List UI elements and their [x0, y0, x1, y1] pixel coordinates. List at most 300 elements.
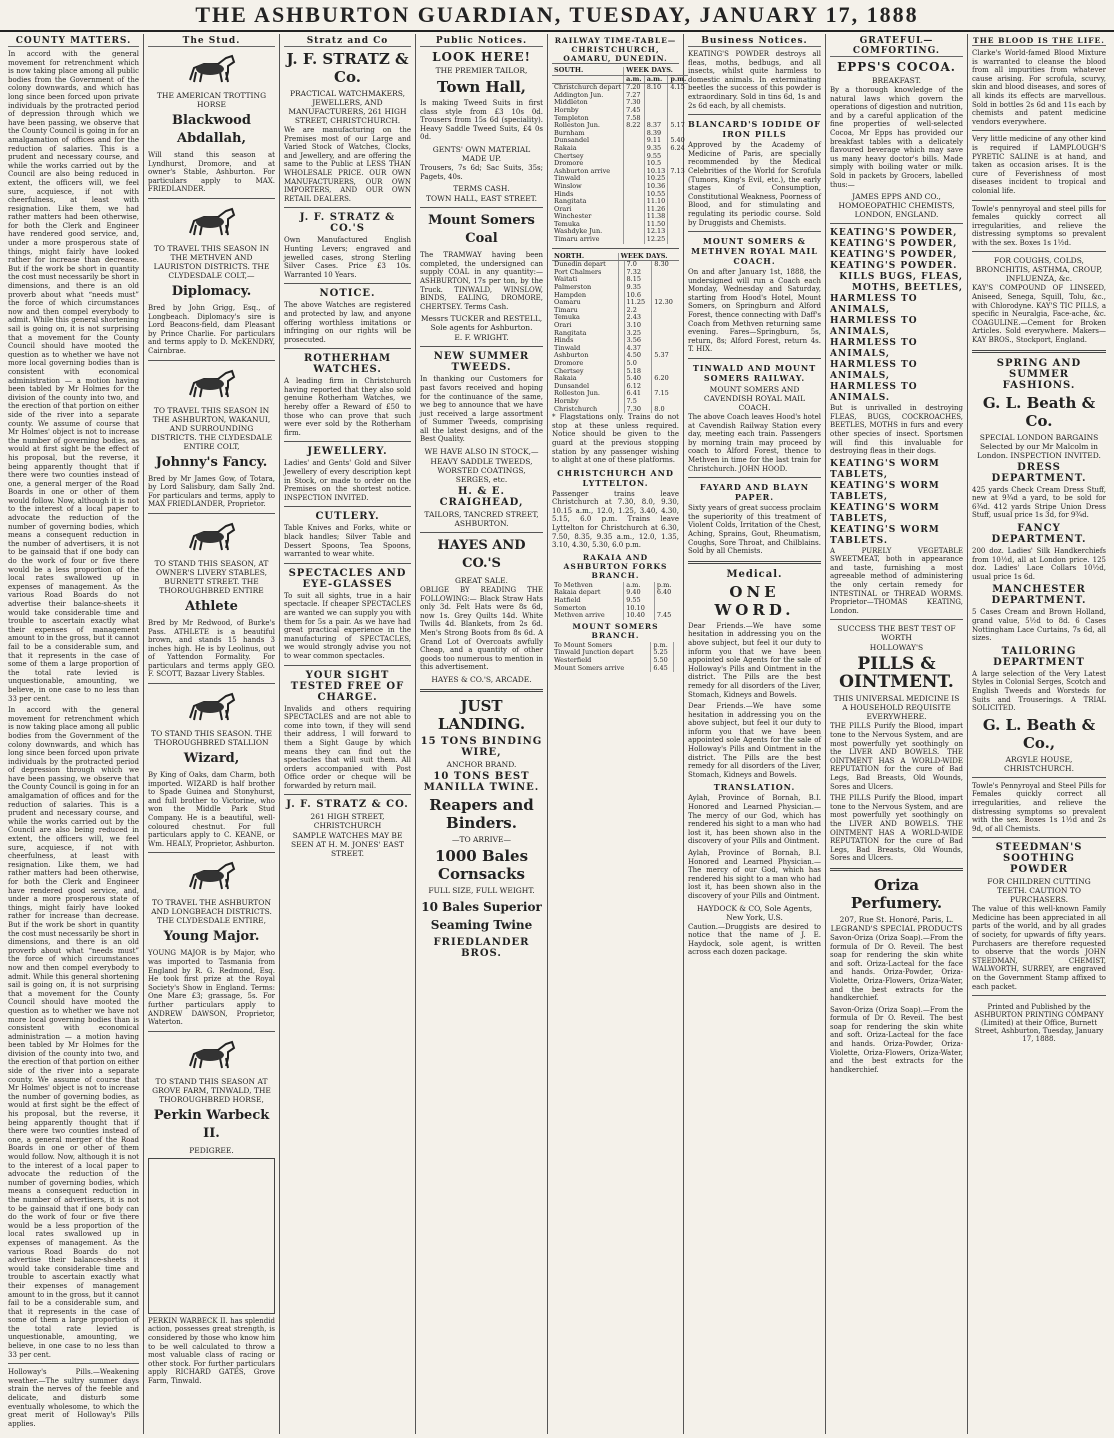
column-business-notices — [684, 34, 826, 1434]
divider — [420, 532, 543, 533]
tinwald-text: The above Coach leaves Hood's hotel at Cavendish Railway Station every day, meeting each train. Passengers by morning train may proceed by coach to Alford Forest, thence to Methven in time for the last train for Christchurch. JOHN HOOD. — [688, 413, 821, 473]
binding-wire: 15 TONS BINDING WIRE, — [420, 736, 543, 758]
divider — [148, 683, 275, 684]
divider — [148, 198, 275, 199]
rotherham-text: A leading firm in Christchurch having reported that they also sold genuine Rotherham Watches, we hereby offer a Reward of £50 to those who can prove that such were ever sold by the Rotherham firm. — [284, 377, 411, 437]
table-cell: Hatfield — [554, 596, 581, 605]
table-cell: 7.58 — [624, 115, 645, 123]
rakaia-timetable — [552, 582, 679, 620]
table-cell: Methven arrive — [554, 611, 605, 620]
table-cell: Palmerston — [554, 283, 592, 292]
ad-title: TO STAND THIS SEASON AT GROVE FARM, TINWALD, THE THOROUGHBRED HORSE, — [152, 1076, 271, 1104]
editorial-text-cont: In accord with the general movement for retrenchment which is now taking place among all public bodies from the Government of the colony downwards, and which has long since been forced upon private individuals by the protracted period of depression through which we have been passing, we observe that the County Council is going in for an amalgamation of offices and for the reduction of salaries. This is a prudent and necessary course, and while the works carried out by the Council are also being reduced in extent, the officers will, we feel sure, acquiesce, if not with cheerfulness, at least with resignation. Like them, we had rather matters had been otherwise, for both the Clerk and Engineer have rendered good service, and, under a more prosperous state of things, might fairly have looked rather for increase than decrease. But if the work be short in quantity the cost must necessarily be short in dimensions, and there is an old proverb about what “needs must” the force of which circumstances now and then compel everybody to admit. While this general shortening sail is going on, it is not surprising that a movement for the County Council should have mooted the question as to whether we have not more local governing bodies than is consistent with economical administration — a motion having been tabled by Mr Holmes for the division of the county into two, and the erection of that portion on either side of the river into a separate county. We assume of course that Mr Holmes' object is not to increase the number of governing bodies, as would at first sight be the effect of his proposal, but the reverse, it being apparently thought that if there were two counties instead of one, a general merger of the Road Boards in one or other of them would follow. Now, although it is not to the interest of a local paper to advocate the reduction of the number of governing bodies, which means a consequent reduction in the number of advertisers, it is not to be gainsaid that if one body can do the work of four or five there would be a less proportion of the local rates swallowed up in expenses of management. As the various Road Boards do not advertise their balance-sheets it would take considerable time and trouble to ascertain exactly what their expenses of management amount to in the gross, but it cannot fail to be a considerable sum, and that it represents in the case of some of them a large proportion of the total rate levied is unquestionable, amounting, we believe, in one case to no less than 33 per cent. — [8, 706, 139, 1359]
table-cell: 11.38 — [644, 213, 668, 221]
table-cell — [652, 330, 679, 338]
table-cell: Templeton — [554, 113, 589, 122]
table-cell: 7.45 — [624, 107, 645, 115]
ad-text: Bred by Mr James Gow, of Totara, by Lord Salisbury, dam Sally 2nd. For particulars and terms, apply to MAX FRIEDLANDER, Proprietor. — [148, 474, 275, 509]
coal-agents: Messrs TUCKER and RESTELL, Sole agents for Ashburton. — [420, 314, 543, 333]
table-cell — [624, 228, 645, 236]
table-cell: Temuka — [554, 219, 580, 228]
blancard-heading: BLANCARD'S IODIDE OF IRON PILLS — [688, 119, 821, 140]
oriza-text: Savon-Oriza (Oriza Soap).—From the formula of Dr O. Reveil. The best soap for rendering the skin white and soft. Oriza-Lacteal for the face and hands. Oriza-Powder, Oriza-Violette, Oriza-Flowers, Oriza-Water, and the best extracts for the handkerchief. — [830, 933, 963, 1003]
one-word-text: Dear Friends.—We have some hesitation in addressing you on the above subject, but feel it our duty to inform you that we have been appointed sole Agents for the sale of Holloway's Pills and Ointment in the district. The Pills are the best remedy for all disorders of the Liver, Stomach, Kidneys and Bowels. — [688, 621, 821, 699]
horse-icon — [182, 518, 242, 556]
table-cell: 7.0 — [624, 261, 652, 269]
stratz-text-2: Own Manufactured English Hunting Levers; engraved and jewelled cases, strong Sterling Silver Cases. Price £3 10s. Warranted 10 Years. — [284, 236, 411, 279]
tinwald-subheading: MOUNT SOMERS AND CAVENDISH ROYAL MAIL COACH. — [703, 385, 806, 413]
table-cell: 9.55 — [644, 153, 668, 161]
ad-text: YOUNG MAJOR is by Major, who was imported to Tasmania from England by R. G. Redmond, Esq. He took first prize at the Royal Society's Show in England. Terms: One Mare £3; grassage, 5s. For further particulars apply to ANDREW DAWSON, Proprietor, Waterton. — [148, 949, 275, 1027]
table-cell — [644, 107, 668, 115]
pills-text: THE PILLS Purify the Blood, impart tone to the Nervous System, and are most powerfully yet soothingly on the LIVER AND BOWELS. THE OINTMENT HAS A WORLD-WIDE REPUTATION for the cure of Bad Legs, Bad Breasts, Old Wounds, Sores and Ulcers. — [830, 722, 963, 791]
table-cell — [624, 198, 645, 206]
table-cell: Burnham — [554, 128, 585, 137]
lamplough-text: Very little medicine of any other kind is required if LAMPLOUGH'S PYRETIC SALINE is at hand, and taken as occasion arises. It is the cure of Feverishness of most diseases incident to tropical and colonial life. — [972, 135, 1106, 195]
column-header: GRATEFUL—COMFORTING. — [830, 36, 963, 57]
table-cell: Tinwald — [554, 343, 581, 352]
terms-cash: TERMS CASH. — [453, 184, 510, 194]
stratz-footer-address: 261 HIGH STREET, CHRISTCHURCH — [310, 812, 385, 831]
table-cell — [624, 137, 645, 145]
fayard-heading: FAYARD AND BLAYN PAPER. — [699, 482, 810, 503]
harmless-line: HARMLESS TO ANIMALS, — [830, 316, 918, 338]
coughs-heading: FOR COUGHS, COLDS, BRONCHITIS, ASTHMA, CROUP, INFLUENZA, &c. — [975, 256, 1103, 284]
cutlery-heading: CUTLERY. — [315, 511, 380, 523]
table-row — [552, 665, 679, 673]
jewellery-text: Ladies' and Gents' Gold and Silver Jewellery of every description kept in Stock, or made to order on the Premises on the shortest notice. INSPECTION INVITED. — [284, 459, 411, 502]
table-cell: 7.45 — [654, 612, 679, 620]
spectacles-heading: SPECTACLES AND EYE-GLASSES — [288, 567, 407, 590]
table-cell: Chertsey — [554, 151, 584, 160]
horse-icon — [182, 203, 242, 241]
beath-address: ARGYLE HOUSE, CHRISTCHURCH. — [1004, 754, 1074, 773]
column-header: THE BLOOD IS THE LIFE. — [973, 36, 1105, 45]
table-cell — [654, 597, 679, 605]
table-cell: 4.37 — [624, 345, 652, 353]
table-cell: 8.30 — [652, 261, 679, 269]
table-cell: 10.5 — [644, 160, 668, 168]
divider — [552, 248, 679, 249]
one-word-text-cont: Dear Friends.—We have some hesitation in addressing you on the above subject, but feel it our duty to inform you that we have been appointed sole Agents for the sale of Holloway's Pills and Ointment in the district. The Pills are the best remedy for all disorders of the Liver, Stomach, Kidneys and Bowels. — [688, 702, 821, 779]
beath-title-2: G. L. Beath & Co., — [982, 715, 1096, 752]
oriza-text-cont: Savon-Oriza (Oriza Soap).—From the formula of Dr O. Reveil. The best soap for rendering the skin white and soft. Oriza-Lacteal for the face and hands. Oriza-Powder, Oriza-Violette, Oriza-Flowers, Oriza-Water, and the best extracts for the handkerchief. — [830, 1005, 963, 1074]
notice-text: The above Watches are registered and protected by law, and anyone offering worthless imitations or infringing on our rights will be prosecuted. — [284, 301, 411, 344]
table-cell: Chertsey — [554, 366, 584, 375]
stratz-footer-title: J. F. STRATZ & CO. — [286, 799, 409, 811]
horse-name: Blackwood Abdallah, — [172, 113, 251, 146]
column-header: Public Notices. — [420, 36, 543, 47]
table-cell — [624, 213, 645, 221]
table-cell: 5.25 — [651, 649, 674, 657]
sight-heading: YOUR SIGHT TESTED FREE OF CHARGE. — [290, 669, 405, 703]
table-cell: Rakaia — [554, 374, 577, 383]
table-cell — [644, 92, 668, 100]
table-cell — [652, 284, 679, 292]
table-cell: Tinwald — [554, 174, 581, 183]
haydock-name: HAYDOCK & CO, Sole Agents, New York, U.S. — [696, 903, 813, 922]
worm-tablets-line: KEATING'S WORM TABLETS, — [830, 480, 940, 502]
ad-title: TO STAND THIS SEASON, AT OWNER'S LIVERY STABLES, BURNETT STREET. THE THOROUGHBRED ENTIRE — [154, 558, 269, 595]
table-cell: Westerfield — [554, 656, 592, 664]
worm-tablets-line: KEATING'S WORM TABLETS, — [830, 502, 940, 524]
column-epps-keating — [826, 34, 968, 1434]
horse-icon — [182, 1036, 242, 1074]
table-cell: 3.56 — [624, 337, 652, 345]
rotherham-heading: ROTHERHAM WATCHES. — [303, 353, 392, 376]
table-cell: p.m. — [651, 642, 674, 650]
divider — [284, 563, 411, 564]
table-cell: a.m. — [624, 75, 645, 84]
table-cell: 7.20 — [624, 84, 645, 92]
table-cell — [652, 314, 679, 322]
steedman-heading: STEEDMAN'S SOOTHING POWDER — [995, 842, 1083, 876]
table-cell: Timaru arrive — [554, 235, 600, 244]
column-header: Business Notices. — [688, 36, 821, 47]
just-landing: JUST LANDING. — [437, 697, 526, 733]
table-cell — [674, 649, 679, 657]
spring-heading: SPRING AND SUMMER FASHIONS. — [996, 357, 1082, 391]
table-cell: Rangitata — [554, 197, 587, 206]
table-cell: Ashburton — [554, 351, 589, 360]
divider — [830, 619, 963, 620]
jewellery-heading: JEWELLERY. — [307, 446, 388, 458]
fancy-text: 200 doz. Ladies' Silk Handkerchiefs from 10½d, all at London price. 125 doz. Ladies' Lace Collars 10½d, usual price 1s 6d. — [972, 547, 1106, 581]
craighead-name: H. & E. CRAIGHEAD, — [439, 486, 524, 509]
breakfast: BREAKFAST. — [871, 76, 922, 85]
gents-text: Trousers, 7s 6d; Sac Suits, 35s; Pagets, 40s. — [420, 163, 543, 181]
table-cell: Dromore — [554, 159, 584, 168]
table-cell: 6.40 — [654, 589, 679, 597]
coach-heading: MOUNT SOMERS & METHVEN ROYAL MAIL COACH. — [691, 236, 818, 267]
table-cell — [652, 276, 679, 284]
table-cell: 11.10 — [644, 198, 668, 206]
divider — [148, 360, 275, 361]
table-cell: 2.2 — [624, 307, 652, 315]
table-cell: 7.27 — [624, 92, 645, 100]
manchester-heading: MANCHESTER DEPARTMENT. — [991, 584, 1087, 607]
table-cell: Winslow — [554, 181, 582, 190]
divider — [972, 350, 1106, 353]
column-beath — [968, 34, 1110, 1434]
table-cell: 6.20 — [652, 375, 679, 383]
table-cell — [624, 236, 645, 244]
lyttelton-text: Passenger trains leave Christchurch at 7.30, 8.0, 9.30, 10.15 a.m., 12.0, 1.25, 3.40, 4.30, 5.15, 6.0 p.m. Trains leave Lyttelton for Christchurch at 6.30, 7.50, 8.35, 9.35 a.m., 12.0, 1.35, 3.10, 4.30, 5.30, 6.0 p.m. — [552, 489, 679, 550]
divider — [420, 689, 543, 692]
horse-icon — [182, 50, 242, 88]
towle-text-2: Towle's Pennyroyal and Steel Pills for Females quickly correct all irregularities, and relieve the distressing symptoms so prevalent with the sex. Boxes 1s 1½d and 2s 9d, of all Chemists. — [972, 781, 1106, 833]
table-cell: 5.17 — [668, 122, 688, 130]
table-cell: Tinwald Junction depart — [554, 648, 634, 657]
table-cell: 9.35 — [644, 145, 668, 153]
table-cell — [674, 665, 679, 673]
table-cell: 12.25 — [644, 236, 668, 244]
tinwald-heading: TINWALD AND MOUNT SOMERS RAILWAY. — [692, 363, 817, 384]
table-cell: 2.43 — [624, 314, 652, 322]
horse-name: Wizard, — [183, 751, 240, 767]
oriza-heading: Oriza Perfumery. — [850, 875, 943, 912]
coal-signature: E. F. WRIGHT. — [454, 333, 509, 343]
table-cell: 8.39 — [644, 130, 668, 138]
table-cell — [652, 269, 679, 277]
divider — [284, 665, 411, 666]
table-cell: 7.30 — [624, 406, 652, 414]
table-row — [552, 612, 679, 620]
table-cell: 10.25 — [644, 175, 668, 183]
dress-heading: DRESS DEPARTMENT. — [991, 461, 1087, 484]
ad-text: By King of Oaks, dam Charm, both imported. WIZARD is half brother to Spade Guinea and Stonyhurst, and full brother to Victorine, who won the Middle Park Stud Company. He is a beautiful, well-coloured chestnut. For full particulars apply to C. KEANE, or Wm. HEALY, Proprietor, Ashburton. — [148, 771, 275, 848]
table-cell — [674, 657, 679, 665]
table-cell: 6.41 — [624, 390, 652, 398]
table-cell: 10.40 — [624, 612, 655, 620]
holloway-paragraph: Holloway's Pills.—Weakening weather.—The sultry summer days strain the nerves of the feeble and delicate, and disturb some eventually wholesome, to which the great merit of Holloway's Pills applies. — [8, 1368, 139, 1428]
spectacles-text: To suit all sights, true in a hair spectacle. If cheaper SPECTACLES are wanted we can supply you with them for 5s a pair. As we have had great practical experience in the manufacturing of SPECTACLES, we would strongly advise you not to wear common spectacles. — [284, 591, 411, 660]
table-cell: Hornby — [554, 105, 579, 114]
table-cell: p.m. — [654, 582, 679, 590]
worm-tablets-line: KEATING'S WORM TABLETS. — [830, 524, 940, 546]
rakaia-heading: RAKAIA AND ASHBURTON FORKS BRANCH. — [563, 552, 668, 580]
beath-title: G. L. Beath & Co. — [982, 393, 1096, 430]
table-cell: Mount Somers arrive — [554, 663, 625, 672]
column-header: Stratz and Co — [284, 36, 411, 47]
divider — [830, 223, 963, 224]
table-cell: 10.55 — [644, 191, 668, 199]
stock-heading: WE HAVE ALSO IN STOCK,— — [424, 447, 539, 457]
towle-text: Towle's pennyroyal and steel pills for females quickly correct all irregularities, and relieve the distressing symptoms so prevalent with the sex. Boxes 1s 1½d. — [972, 204, 1106, 247]
clarke-text: Clarke's World-famed Blood Mixture is warranted to cleanse the blood from all impurities from whatever cause arising. For scrofula, scurvy, skin and blood diseases, and sores of all kinds its effects are marvellous. Sold in bottles 2s 6d and 11s each by chemists and patent medicine vendors everywhere. — [972, 49, 1106, 126]
keating-powder-line: KEATING'S POWDER, — [830, 228, 958, 239]
divider — [148, 1031, 275, 1032]
table-cell: Christchurch depart — [554, 83, 622, 92]
divider — [688, 231, 821, 232]
table-cell: Hornby — [554, 396, 579, 405]
table-cell: 10.13 — [644, 168, 668, 176]
table-cell: Winchester — [554, 212, 592, 221]
table-cell: Dunedin depart — [554, 260, 606, 269]
coal-text: The TRAMWAY having been completed, the undersigned can supply COAL in any quantity:— ASHBURTON, 17s per ton, by the Truck. TINWALD, WINSLOW, BINDS, EALING, DROMORE, CHERTSEY. Terms Cash. — [420, 251, 543, 311]
keating-powder-line: KEATING'S POWDER, — [830, 239, 958, 250]
table-cell — [652, 337, 679, 345]
table-cell: 5.37 — [652, 352, 679, 360]
gents-heading: GENTS' OWN MATERIAL MADE UP. — [432, 144, 531, 163]
table-cell: 10.36 — [644, 183, 668, 191]
kay-text: KAY'S COMPOUND OF LINSEED, Aniseed, Senega, Squill, Tolu, &c., with Chlorodyne. KAY'S TIC PILLS, a specific in Neuralgia, Face-ache, &c. COAGULINE.—Cement for Broken Articles. Sold everywhere. Makers—KAY BROS., Stockport, England. — [972, 284, 1106, 345]
reapers-binders: Reapers and Binders. — [429, 796, 534, 832]
table-cell: Rolleston Jun. — [554, 389, 600, 398]
lyttelton-heading: CHRISTCHURCH AND LYTTELTON. — [557, 467, 674, 488]
table-cell: Hinds — [554, 189, 574, 198]
pedigree-label: PEDIGREE. — [189, 1145, 234, 1155]
harmless-line: HARMLESS TO ANIMALS, — [830, 360, 918, 382]
table-cell: Hinds — [554, 336, 574, 345]
table-cell: 5.40 — [668, 137, 688, 145]
divider — [284, 207, 411, 208]
ad-title: TO TRAVEL THE ASHBURTON AND LONGBEACH DISTRICTS. THE CLYDESDALE ENTIRE, — [151, 898, 272, 926]
mount-somers-heading: MOUNT SOMERS BRANCH. — [572, 621, 659, 640]
table-cell: Port Chalmers — [554, 267, 602, 276]
hayes-text: OBLIGE BY READING THE FOLLOWING:— Black Straw Hats only 3d. Felt Hats were 8s 6d, now 1s. Grey Quilts 14d. White Twills 4d. Blankets, from 2s 6d. Men's Strong Boots from 8s 6d. A Grand Lot of Overcoats awfully Cheap, and a quantity of other goods too numerous to mention in this advertisement. — [420, 586, 543, 672]
table-cell: Rangitata — [554, 328, 587, 337]
editorial-text: In accord with the general movement for retrenchment which is now taking place among all public bodies from the Government of the colony downwards, and which has long since been forced upon private individuals by the protracted period of depression through which we have been passing, we observe that the County Council is going in for an amalgamation of offices and for the reduction of salaries. This is a prudent and necessary course, and while the works carried out by the Council are also being reduced in extent, the officers will, we feel sure, acquiesce, if not with cheerfulness, at least with resignation. Like them, we had rather matters had been otherwise, for both the Clerk and Engineer have rendered good service, and, under a more prosperous state of things, might fairly have looked rather for increase than decrease. But if the work be short in quantity the cost must necessarily be short in dimensions, and there is an old proverb about what “needs must” the force of which circumstances now and then compel everybody to admit. While this general shortening sail is going on, it is not surprising that a movement for the County Council should have mooted the question as to whether we have not more local governing bodies than is consistent with economical administration — a motion having been tabled by Mr Holmes for the division of the county into two, and the erection of that portion on either side of the river into a separate county. We assume of course that Mr Holmes' object is not to increase the number of governing bodies, as would at first sight be the effect of his proposal, but the reverse, it being apparently thought that if there were two counties instead of one, a general merger of the Road Boards in one or other of them would follow. Now, although it is not to the interest of a local paper to advocate the reduction of the number of governing bodies, which means a consequent reduction in the number of advertisers, it is not to be gainsaid that if one body can do the work of four or five there would be a less proportion of the local rates swallowed up in expenses of management. As the various Road Boards do not advertise their balance-sheets it would take considerable time and trouble to ascertain exactly what their expenses of management amount to in the gross, but it cannot fail to be a considerable sum, and that it represents in the case of some of them a large proportion of the total rate levied is unquestionable, amounting, we believe, in one case to no less than 33 per cent. — [8, 50, 139, 703]
table-cell: Orari — [554, 204, 572, 213]
divider — [830, 868, 963, 871]
hayes-heading: HAYES AND CO.'S — [437, 538, 526, 572]
table-cell: 12.13 — [644, 228, 668, 236]
table-cell: Ashburton arrive — [554, 166, 611, 175]
table-cell: a.m. — [644, 75, 668, 84]
table-cell: 4.15 — [668, 84, 688, 92]
table-row — [552, 406, 679, 414]
table-row — [552, 236, 688, 244]
steedman-subheading: FOR CHILDREN CUTTING TEETH. CAUTION TO PURCHASERS. — [987, 877, 1091, 905]
blancard-text: Approved by the Academy of Medicine of Paris, are specially recommended by the Medical Celebrities of the World for Scrofula (Tumors, King's Evil, etc.), the early stages of Consumption, Constitutional Weakness, Poorness of Blood, and for stimulating and regulating its periodic course. Sold by Druggists and Chemists. — [688, 141, 821, 227]
column-header: The Stud. — [148, 36, 275, 47]
epps-title: EPPS'S COCOA. — [837, 60, 956, 74]
manilla-twine: 10 TONS BEST MANILLA TWINE. — [423, 771, 540, 793]
holloways-label: HOLLOWAY'S — [869, 643, 924, 653]
hayes-sale: GREAT SALE. — [455, 576, 508, 586]
keating-text: KEATING'S POWDER destroys all fleas, moths, bedbugs, and all insects, whilst quite harmless to domestic animals. In exterminating beetles the success of this powder is extraordinary. Sold in tins 6d, 1s and 2s 6d each, by all chemists. — [688, 50, 821, 110]
table-cell: Timaru — [554, 305, 578, 314]
divider — [972, 200, 1106, 201]
ad-text: Bred by Mr Redwood, of Burke's Pass. ATHLETE is a beautiful brown, and stands 15 hands 3 inches high. He is by Leolinus, out of Yattendon Formality. For particulars and terms apply GEO. F. SCOTT, Bazaar Livery Stables. — [148, 618, 275, 679]
table-cell: 7.30 — [624, 99, 645, 107]
table-cell: 10.10 — [624, 605, 655, 613]
stratz-title: J. F. STRATZ & Co. — [286, 50, 409, 86]
table-cell: Somerton — [554, 603, 587, 612]
table-cell: 9.55 — [624, 597, 655, 605]
columns — [4, 34, 1110, 1434]
table-cell — [624, 160, 645, 168]
column-header: RAILWAY TIME-TABLE—CHRISTCHURCH, OAMARU, DUNEDIN. — [552, 36, 679, 64]
table-cell: WEEK DAYS. — [624, 67, 689, 75]
table-cell: To Methven — [554, 580, 593, 589]
medical-heading: Medical. — [726, 568, 783, 580]
divider — [688, 477, 821, 478]
table-cell: a.m. — [624, 582, 655, 590]
column-county-matters — [4, 34, 144, 1434]
full-size: FULL SIZE, FULL WEIGHT. — [428, 886, 535, 895]
worm-text: A PURELY VEGETABLE SWEETMEAT, both in appearance and taste, furnishing a most agreeable method of administering the only certain remedy for INTESTINAL or THREAD WORMS. Proprietor—THOMAS KEATING, London. — [830, 546, 963, 615]
harmless-line: HARMLESS TO ANIMALS, — [830, 294, 918, 316]
seaming-twine: 10 Bales Superior Seaming Twine — [421, 900, 542, 932]
table-cell: Dunsandel — [554, 136, 590, 145]
epps-company: JAMES EPPS AND CO., HOMOEOPATHIC CHEMISTS, LONDON, ENGLAND. — [838, 192, 955, 220]
manchester-text: 5 Cases Cream and Brown Holland, grand value, 5½d to 8d. 6 Cases Nottingham Lace Curtains, 7s 6d, all sizes. — [972, 608, 1106, 643]
table-cell: Washdyke Jun. — [554, 227, 603, 236]
table-cell: To Mount Somers — [554, 640, 613, 649]
divider — [420, 346, 543, 347]
table-cell: Dromore — [554, 358, 584, 367]
fayard-text: Sixty years of great success proclaim the superiority of this treatment of Violent Colds, Irritation of the Chest, Aching, Sprains, Gout, Rheumatism, Coughs, Sore Throat, and Chilblains. Sold by all Chemists. — [688, 504, 821, 556]
hayes-address: HAYES & CO.'S, ARCADE. — [431, 675, 532, 684]
tailor-line: THE PREMIER TAILOR, — [435, 66, 528, 75]
table-cell: 5.50 — [651, 657, 674, 665]
to-arrive: —TO ARRIVE— — [451, 835, 512, 844]
table-cell — [652, 360, 679, 368]
masthead: THE ASHBURTON GUARDIAN, TUESDAY, JANUARY 17, 1888 — [0, 0, 1114, 32]
timetable-notes: * Flagstations only. Trains do not stop at these unless required. Notice should be given to the guard at the previous stopping station by any passenger wishing to alight at one of these platforms. — [552, 413, 679, 465]
table-cell: 8.10 — [644, 84, 668, 92]
horse-name: Johnny's Fancy. — [155, 454, 268, 470]
horse-name: Young Major. — [163, 929, 260, 945]
coach-text: On and after January 1st, 1888, the undersigned will run a Coach each Monday, Wednesday and Saturday, starting from Hood's Hotel, Mount Somers, on Springburn and Alford Forest, thence connecting with Daff's Coach from Methven returning same evening. Fares—Springburn, 5s, return, 8s; Alford Forest, return 4s. T. HIX. — [688, 268, 821, 354]
table-cell: 3.10 — [624, 322, 652, 330]
table-cell — [674, 642, 679, 650]
tweeds-heading: NEW SUMMER TWEEDS. — [433, 351, 530, 374]
table-cell: Middleton — [554, 98, 588, 107]
stock-text: HEAVY SADDLE TWEEDS, WORSTED COATINGS, SERGES, etc. — [430, 457, 533, 485]
table-cell: Waitati — [554, 275, 578, 284]
ad-text: Bred by John Grigg, Esq., of Longbeach. Diplomacy's sire is Lord Beacons-field, dam Pleasant by Prince Charlie. For particulars and terms apply to D. McKENDRY, Cairnbrae. — [148, 303, 275, 355]
divider — [688, 561, 821, 564]
table-cell: 8.22 — [624, 122, 645, 130]
pills-ointment-title: PILLS & OINTMENT. — [839, 654, 954, 693]
table-cell: 6.12 — [624, 383, 652, 391]
column-railway — [548, 34, 687, 1434]
translation-heading: TRANSLATION. — [713, 782, 796, 793]
table-cell: 10.6 — [624, 292, 652, 300]
horse-icon — [182, 688, 242, 726]
notice-heading: NOTICE. — [319, 288, 376, 300]
table-cell: 8.15 — [624, 276, 652, 284]
column-public-notices — [416, 34, 548, 1434]
table-cell — [652, 322, 679, 330]
harmless-line: HARMLESS TO ANIMALS. — [830, 382, 918, 404]
table-cell — [624, 130, 645, 138]
mount-somers-timetable — [552, 642, 679, 672]
horse-name: Perkin Warbeck II. — [153, 1107, 270, 1141]
divider — [8, 1363, 139, 1364]
cornsacks: 1000 Bales Cornsacks — [434, 847, 529, 883]
fancy-heading: FANCY DEPARTMENT. — [991, 523, 1087, 545]
caution-text: Caution.—Druggists are desired to notice that the name of J. E. Haydock, sole agent, is written across each dozen package. — [688, 922, 821, 957]
craighead-address: TAILORS, TANCRED STREET, ASHBURTON. — [424, 510, 539, 529]
divider — [972, 837, 1106, 838]
table-cell: Dunsandel — [554, 381, 590, 390]
table-row — [552, 67, 688, 75]
table-cell: Oamaru — [554, 298, 581, 307]
stratz-title-2: J. F. STRATZ & CO.'S — [299, 212, 396, 235]
table-cell: 3.25 — [624, 330, 652, 338]
town-hall-address: TOWN HALL, EAST STREET. — [426, 194, 537, 204]
table-cell: 4.50 — [624, 352, 652, 360]
divider — [972, 777, 1106, 778]
steedman-text: The value of this well-known Family Medicine has been appreciated in all parts of the world, and by all grades of society, for upwards of fifty years. Purchasers are therefore requested to observe that the words JOHN STEEDMAN, CHEMIST, WALWORTH, SURREY, are engraved on the Government Stamp affixed to each packet. — [972, 905, 1106, 991]
table-cell: 5.18 — [624, 368, 652, 376]
dress-text: 425 yards Check Cream Dress Stuff, new at 9¾d a yard, to be sold for 6¾d. 412 yards Stripe Union Dress Stuff, usual price 1s 3d, for 9¾d. — [972, 485, 1106, 520]
oriza-subheading: 207, Rue St. Honoré, Paris, L. LEGRAND'S SPECIAL PRODUCTS — [830, 914, 963, 933]
divider — [148, 852, 275, 853]
tailor-text: Is making Tweed Suits in first class style from £3 10s 0d. Trousers from 15s 6d (speciality). Heavy Saddle Tweed Suits, £4 0s 0d. — [420, 99, 543, 142]
north-timetable — [552, 253, 679, 413]
table-cell — [624, 206, 645, 214]
universal-line: THIS UNIVERSAL MEDICINE IS A HOUSEHOLD REQUISITE EVERYWHERE. — [833, 694, 960, 722]
table-cell: 12.30 — [652, 299, 679, 307]
translation-text: Aylah, Province of Bornah, B.I. Honored and Learned Physician.—The mercy of our God, which has rendered his sight to a man who had lost it, has been shown also in the discovery of your Pills and Ointment. — [688, 794, 821, 846]
epps-text: By a thorough knowledge of the natural laws which govern the operations of digestion and nutrition, and by a careful application of the fine properties of well-selected Cocoa, Mr Epps has provided our breakfast tables with a delicately flavoured beverage which may save us many heavy doctor's bills. Made simply with boiling water or milk. Sold in packets by Grocers, labelled thus:— — [830, 86, 963, 189]
anchor-brand: ANCHOR BRAND. — [446, 760, 517, 769]
table-cell: Rakaia depart — [554, 588, 601, 597]
sight-text: Invalids and others requiring SPECTACLES and are not able to come into town, if they will send their address, I will forward to them a Sight Gauge by which means they can find out the spectacles that will suit them. All orders accompanied with Post Office order or cheque will be forwarded by return mail. — [284, 704, 411, 790]
table-cell — [624, 191, 645, 199]
table-cell: 11.26 — [644, 206, 668, 214]
worm-tablets-line: KEATING'S WORM TABLETS, — [830, 458, 940, 480]
tweeds-text: In thanking our Customers for past favors received and hoping for the continuance of the same, we beg to announce that we have just received a large assortment of Summer Tweeds, comprising all the latest designs, and of the Best Quality. — [420, 375, 543, 444]
town-hall-title: Town Hall, — [437, 78, 526, 96]
tailoring-heading: TAILORING DEPARTMENT — [993, 645, 1085, 668]
table-cell: Christchurch — [554, 404, 598, 413]
